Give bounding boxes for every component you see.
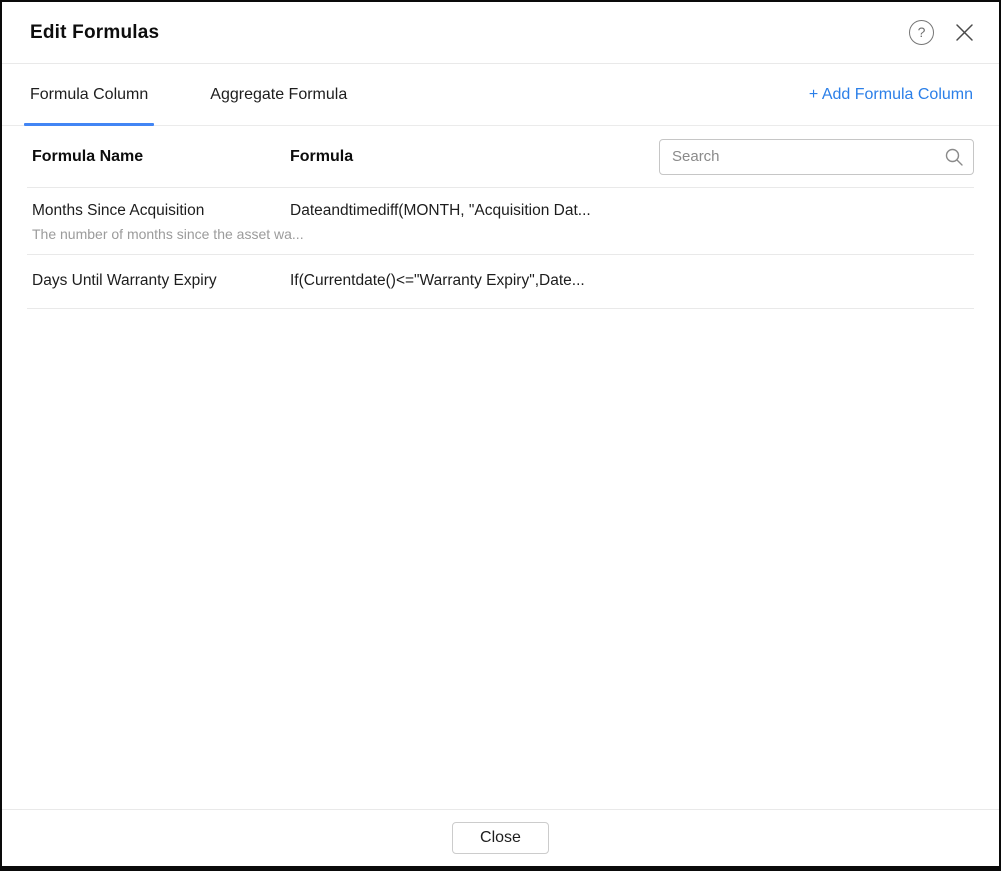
tab-formula-column[interactable]: Formula Column [30,64,148,125]
table-row[interactable] [27,188,974,255]
close-button[interactable]: Close [452,822,549,854]
dialog-title: Edit Formulas [30,21,160,43]
formula-table [27,126,974,309]
tab-bar [2,64,999,126]
column-header-formula: Formula [290,147,354,165]
formula-description: The number of months since the asset wa... [32,226,304,243]
content-spacer [2,309,999,809]
formula-cell: Dateandtimediff(MONTH, "Acquisition Dat... [290,202,591,219]
formula-name-cell: Months Since Acquisition [32,202,205,219]
column-header-formula-name: Formula Name [32,147,144,165]
table-header-row [27,126,974,188]
help-icon[interactable]: ? [909,20,934,45]
add-formula-column-link[interactable]: + Add Formula Column [808,85,973,103]
formula-cell: If(Currentdate()<="Warranty Expiry",Date... [290,272,585,290]
table-row[interactable] [27,255,974,308]
tab-aggregate-formula[interactable]: Aggregate Formula [210,85,348,103]
dialog-header [2,2,999,64]
close-icon[interactable] [952,20,977,45]
dialog-footer [2,809,999,866]
formula-name-cell: Days Until Warranty Expiry [32,272,217,290]
header-icons [909,20,977,45]
search-input[interactable] [659,139,974,175]
search-box [659,139,974,175]
